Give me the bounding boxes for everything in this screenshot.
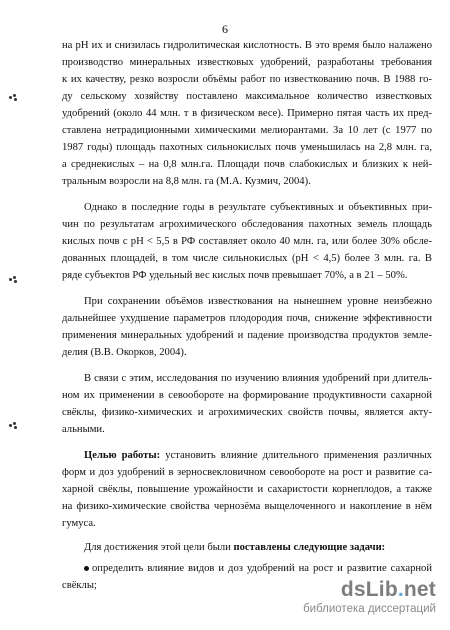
scan-mark-icon (9, 422, 19, 430)
text-line: ду сельскому хозяйству поставлено максимальное количество известковых (62, 91, 432, 102)
text-line: Однако в последние годы в результате субъективных и объективных при- (84, 202, 432, 213)
text-line: свёклы, физико-химических и агрохимических свойств почвы, является акту- (62, 407, 432, 418)
watermark-logo: dsLib.net (340, 578, 436, 601)
text-line: к их качеству, резко возросли объёмы работ по известкованию почв. В 1988 го- (62, 74, 432, 85)
scan-mark-icon (9, 94, 19, 102)
watermark (268, 578, 436, 618)
tasks-line (84, 541, 432, 555)
bullet-icon (84, 566, 89, 571)
tasks-intro: Для достижения этой цели были (84, 542, 234, 553)
text-line: чин по результатам агрохимического обследования пахотных земель площадь (62, 219, 432, 230)
text-line: на pH их и снизилась гидролитическая кислотность. В это время было налажено (62, 40, 432, 51)
watermark-subtitle: библиотека диссертаций (303, 603, 436, 615)
text-line: применения минеральных удобрений и падение производства продуктов земле- (62, 330, 432, 341)
text-line: форм и доз удобрений в зерносвекловичном севообороте на рост и развитие са- (62, 467, 432, 478)
text-line: свёклы; (62, 580, 97, 591)
page-number: 6 (222, 22, 228, 36)
text-line: а среднекислых – на 0,8 млн.га. Площади почв слабокислых и близких к ней- (62, 159, 432, 170)
goal-text: установить влияние длительного применения различных (165, 450, 432, 461)
text-line: делия (В.В. Окорков, 2004). (62, 347, 187, 358)
text-line: производство минеральных известковых удобрений, разработаны требования (62, 57, 432, 68)
text-line: тральным возросли на 8,8 млн. га (М.А. Кузмич, 2004). (62, 176, 311, 187)
scan-mark-icon (9, 276, 19, 284)
text-line: ряде субъектов РФ удельный вес кислых почв превышает 70%, а в 21 – 50%. (62, 270, 408, 281)
goal-line (84, 449, 432, 463)
text-line: дальнейшее ухудшение параметров плодородия почв, снижение эффективности (62, 313, 432, 324)
text-line: При сохранении объёмов известкования на нынешнем уровне неизбежно (84, 296, 432, 307)
text-line: кислых почв с pH < 5,5 в РФ составляет около 40 млн. га, или более 30% обсле- (62, 236, 432, 247)
text-line: харной свёклы, повышение урожайности и сахаристости корнеплодов, а также (62, 484, 432, 495)
text-line: В связи с этим, исследования по изучению влияния удобрений при длитель- (84, 373, 432, 384)
text-line: на физико-химические свойства чернозёма выщелоченного и накопление в нём (62, 501, 432, 512)
text-line: альными. (62, 424, 105, 435)
tasks-label: поставлены следующие задачи: (233, 542, 386, 553)
task-text: определить влияние видов и доз удобрений на рост и развитие сахарной (92, 563, 432, 574)
text-line: 1987 годы) площадь пахотных сильнокислых почв уменьшилась на 2,8 млн. га, (62, 142, 432, 153)
text-line: гумуса. (62, 518, 96, 529)
text-line: дованных площадей, в том числе сильнокислых (pH < 4,5) более 3 млн. га. В (62, 253, 432, 264)
text-line: удобрений (около 44 млн. т в физическом весе). Примерно пятая часть их пред- (62, 108, 432, 119)
text-line: ставлена нетрадиционными химическими мелиорантами. За 10 лет (с 1977 по (62, 125, 432, 136)
task-item (84, 562, 432, 576)
goal-label: Целью работы: (84, 450, 161, 461)
text-line: ном их применении в севообороте на формирование продуктивности сахарной (62, 390, 432, 401)
